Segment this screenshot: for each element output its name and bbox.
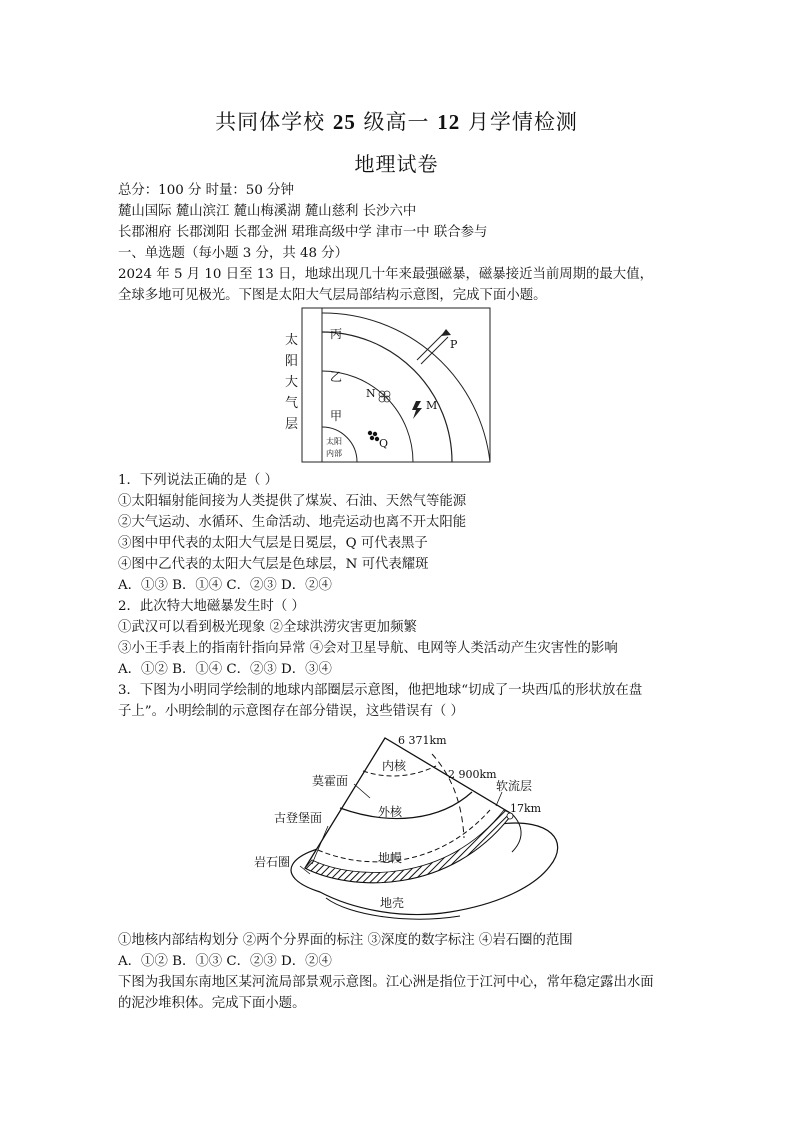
section2-intro-line-1: 下图为我国东南地区某河流局部景观示意图。江心洲是指位于江河中心，常年稳定露出水面 <box>118 975 654 990</box>
exam-subtitle: 地理试卷 <box>354 152 439 176</box>
earth-interior-figure <box>250 726 570 926</box>
solar-wind-arrow <box>417 333 444 360</box>
solar-wind-arrow <box>421 337 448 364</box>
intro-line-1: 2024 年 5 月 10 日至 13 日，地球出现几十年来最强磁暴，磁暴接近当前周期的最大值， <box>118 267 653 282</box>
exam-title <box>0 106 793 136</box>
label-gutenberg: 古登堡面 <box>274 811 323 825</box>
layer-label-jia: 甲 <box>330 409 343 423</box>
side-label-char: 气 <box>285 396 299 411</box>
section-heading: 一、单选题（每小题 3 分，共 48 分） <box>118 246 349 261</box>
sunspot-symbol <box>368 431 379 441</box>
q1-option: ③图中甲代表的太阳大气层是日冕层，Q 可代表黑子 <box>118 536 428 551</box>
q1-stem: 1．下列说法正确的是（ ） <box>118 473 279 488</box>
solar-atmosphere-figure <box>302 308 492 464</box>
label-depth-boundary: 2 900km <box>448 768 497 781</box>
label-asthenosphere: 软流层 <box>496 779 533 793</box>
q3-stem-line-2: 子上”。小明绘制的示意图存在部分错误，这些错误有（ ） <box>118 704 464 719</box>
label-moho: 莫霍面 <box>312 774 349 788</box>
title-month: 12 <box>437 110 461 134</box>
solar-atmosphere-side-label <box>283 330 301 440</box>
q2-choices: A．①② B．①④ C．②③ D．③④ <box>118 662 332 677</box>
q2-option: ③小王手表上的指南针指向异常 ④会对卫星导航、电网等人类活动产生灾害性的影响 <box>118 641 618 656</box>
q2-option: ①武汉可以看到极光现象 ②全球洪涝灾害更加频繁 <box>118 620 417 635</box>
q2-stem: 2．此次特大地磁暴发生时（ ） <box>118 599 305 614</box>
label-mantle: 地幔 <box>378 851 403 865</box>
q3-stem-line-1: 3．下图为小明同学绘制的地球内部圈层示意图，他把地球“切成了一块西瓜的形状放在盘 <box>118 683 643 698</box>
point-label-p: P <box>450 338 458 351</box>
label-inner-core: 内核 <box>382 759 407 773</box>
title-part: 月学情检测 <box>467 110 578 134</box>
side-label-char: 层 <box>285 417 299 432</box>
label-crust: 地壳 <box>380 896 405 910</box>
q1-option: ②大气运动、水循环、生命活动、地壳运动也离不开太阳能 <box>118 515 467 530</box>
corona-arc <box>322 313 490 462</box>
point-label-q: Q <box>379 437 389 450</box>
exam-info: 总分：100 分 时量：50 分钟 <box>118 183 294 198</box>
q3-choices: A．①② B．①③ C．②③ D．②④ <box>118 954 332 969</box>
side-label-char: 阳 <box>285 354 299 369</box>
point-label-m: M <box>426 399 438 412</box>
title-part: 级高一 <box>363 110 430 134</box>
schools-line-2: 长郡湘府 长郡浏阳 长郡金洲 珺琟高级中学 津市一中 联合参与 <box>118 225 488 240</box>
asthenosphere-leader <box>496 792 502 806</box>
side-label-char: 大 <box>285 375 299 390</box>
q1-choices: A．①③ B．①④ C．②③ D．②④ <box>118 578 332 593</box>
side-label-char: 太 <box>285 333 299 348</box>
label-lithosphere: 岩石圈 <box>254 855 291 869</box>
intro-line-2: 全球多地可见极光。下图是太阳大气层局部结构示意图，完成下面小题。 <box>118 288 547 303</box>
q1-option: ①太阳辐射能间接为人类提供了煤炭、石油、天然气等能源 <box>118 494 467 509</box>
label-depth-center: 6 371km <box>398 734 447 747</box>
sun-interior-label: 太阳 <box>326 437 342 446</box>
section2-intro-line-2: 的泥沙堆积体。完成下面小题。 <box>118 996 306 1011</box>
point-label-n: N <box>366 387 376 400</box>
slice-edge <box>512 814 521 852</box>
layer-label-bing: 丙 <box>330 327 343 341</box>
label-outer-core: 外核 <box>378 805 403 819</box>
label-depth-crust: 17km <box>510 802 542 815</box>
schools-line-1: 麓山国际 麓山滨江 麓山梅溪湖 麓山慈利 长沙六中 <box>118 204 417 219</box>
sun-interior-label: 内部 <box>326 449 342 458</box>
slice-outline <box>305 738 512 883</box>
title-grade: 25 <box>332 110 356 134</box>
layer-label-yi: 乙 <box>330 370 343 384</box>
arrow-head <box>441 329 451 336</box>
title-part: 共同体学校 <box>215 110 326 134</box>
prominence-symbol <box>412 401 422 419</box>
q3-options: ①地核内部结构划分 ②两个分界面的标注 ③深度的数字标注 ④岩石圈的范围 <box>118 933 573 948</box>
q1-option: ④图中乙代表的太阳大气层是色球层，N 可代表耀斑 <box>118 557 429 572</box>
